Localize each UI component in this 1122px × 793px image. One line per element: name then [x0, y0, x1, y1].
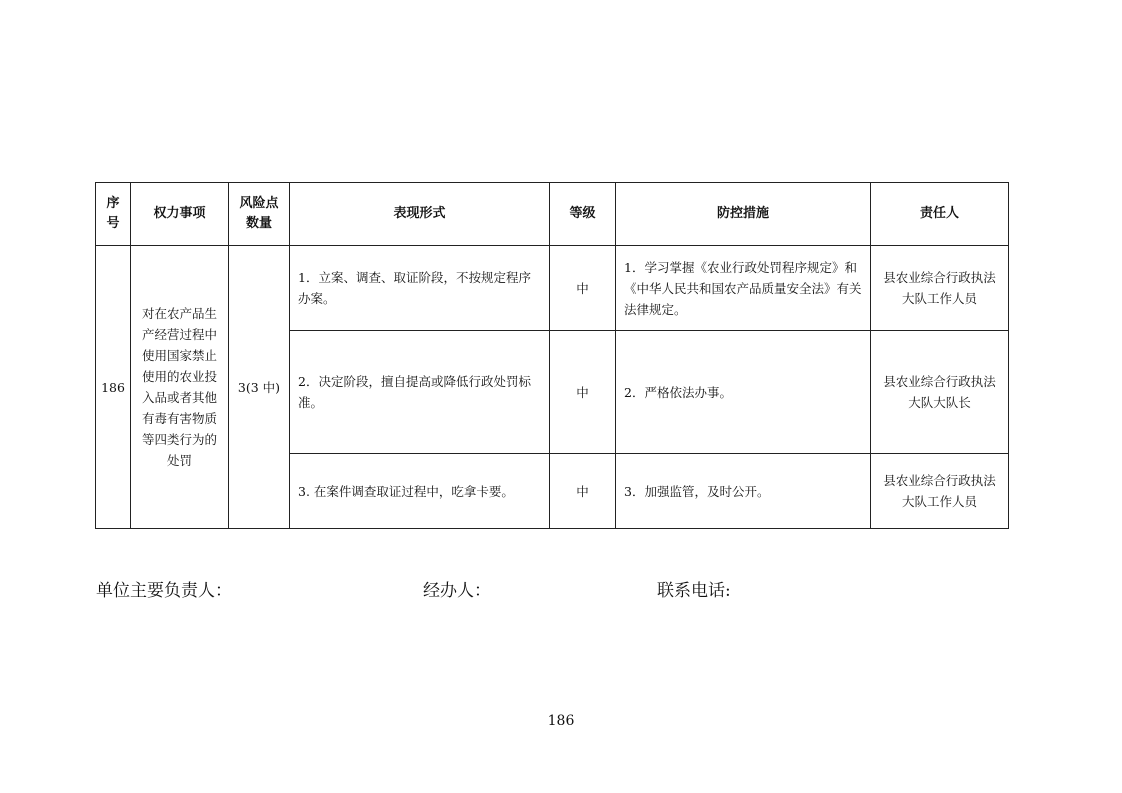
row-measures: 2．严格依法办事。	[616, 331, 871, 454]
row-level: 中	[550, 246, 616, 331]
header-level: 等级	[550, 183, 616, 246]
risk-table	[95, 182, 1009, 529]
row-responsible: 县农业综合行政执法大队工作人员	[871, 454, 1009, 529]
record-risk-count: 3(3 中)	[229, 246, 290, 529]
table-header-row	[96, 183, 1009, 246]
row-responsible: 县农业综合行政执法大队工作人员	[871, 246, 1009, 331]
header-risk-count: 风险点数量	[229, 183, 290, 246]
header-measures: 防控措施	[616, 183, 871, 246]
header-power-item: 权力事项	[131, 183, 229, 246]
header-responsible: 责任人	[871, 183, 1009, 246]
record-power-item: 对在农产品生产经营过程中使用国家禁止使用的农业投入品或者其他有毒有害物质等四类行为的处罚	[131, 246, 229, 529]
row-responsible: 县农业综合行政执法大队大队长	[871, 331, 1009, 454]
page-number: 186	[547, 713, 575, 729]
row-level: 中	[550, 331, 616, 454]
table-row	[96, 246, 1009, 331]
row-measures: 3．加强监管，及时公开。	[616, 454, 871, 529]
row-manifestation: 2．决定阶段，擅自提高或降低行政处罚标准。	[290, 331, 550, 454]
row-measures: 1．学习掌握《农业行政处罚程序规定》和《中华人民共和国农产品质量安全法》有关法律规定。	[616, 246, 871, 331]
header-manifestation: 表现形式	[290, 183, 550, 246]
header-seq: 序号	[96, 183, 131, 246]
row-manifestation: 3. 在案件调查取证过程中，吃拿卡要。	[290, 454, 550, 529]
footer-phone: 联系电话:	[657, 581, 731, 601]
row-manifestation: 1．立案、调查、取证阶段，不按规定程序办案。	[290, 246, 550, 331]
footer-unit-head: 单位主要负责人：	[96, 581, 232, 601]
record-seq: 186	[96, 246, 131, 529]
row-level: 中	[550, 454, 616, 529]
footer-handler: 经办人：	[423, 581, 491, 601]
